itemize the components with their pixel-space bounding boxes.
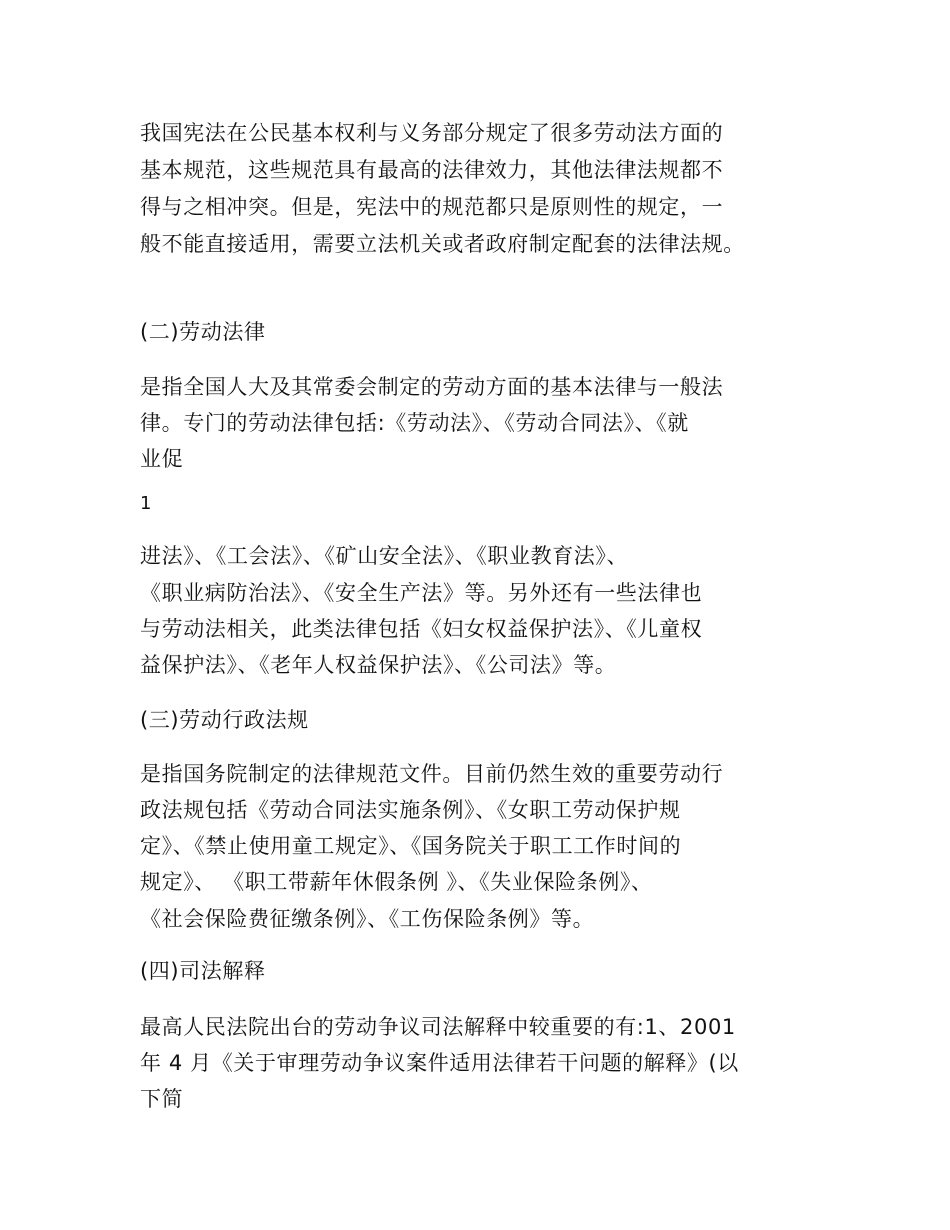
text-line: 得与之相冲突。但是，宪法中的规范都只是原则性的规定，一 bbox=[140, 195, 724, 219]
text-line: 我国宪法在公民基本权利与义务部分规定了很多劳动法方面的 bbox=[140, 121, 724, 145]
text-line: 最高人民法院出台的劳动争议司法解释中较重要的有:1、2001 bbox=[140, 1015, 736, 1039]
text-line: 般不能直接适用，需要立法机关或者政府制定配套的法律法规。 bbox=[140, 232, 745, 256]
text-line: 政法规包括《劳动合同法实施条例》、《女职工劳动保护规 bbox=[140, 798, 681, 822]
text-line: 进法》、《工会法》、《矿山安全法》、《职业教育法》、 bbox=[140, 544, 629, 568]
section-heading: (二)劳动法律 bbox=[140, 320, 266, 344]
text-line: 定》、《禁止使用童工规定》、《国务院关于职工工作时间的 bbox=[140, 834, 682, 858]
text-line: 《社会保险费征缴条例》、《工伤保险条例》等。 bbox=[140, 907, 595, 931]
text-line: 与劳动法相关，此类法律包括《妇女权益保护法》、《儿童权 bbox=[140, 617, 703, 641]
text-line: 是指国务院制定的法律规范文件。目前仍然生效的重要劳动行 bbox=[140, 762, 724, 786]
page-number: 1 bbox=[140, 493, 152, 514]
text-line: 律。专门的劳动法律包括:《劳动法》、《劳动合同法》、《就 bbox=[140, 411, 689, 435]
text-line: 益保护法》、《老年人权益保护法》、《公司法》等。 bbox=[140, 653, 617, 677]
text-line: 下简 bbox=[140, 1087, 184, 1111]
text-line: 年 4 月《关于审理劳动争议案件适用法律若干问题的解释》(以 bbox=[140, 1051, 739, 1075]
text-line: 业促 bbox=[140, 447, 184, 471]
section-heading: (三)劳动行政法规 bbox=[140, 708, 309, 732]
section-heading: (四)司法解释 bbox=[140, 959, 266, 983]
text-line: 《职业病防治法》、《安全生产法》等。另外还有一些法律也 bbox=[140, 581, 703, 605]
text-line: 规定》、 《职工带薪年休假条例 》、《失业保险条例》、 bbox=[140, 870, 653, 894]
text-line: 基本规范，这些规范具有最高的法律效力，其他法律法规都不 bbox=[140, 158, 724, 182]
text-line: 是指全国人大及其常委会制定的劳动方面的基本法律与一般法 bbox=[140, 375, 724, 399]
